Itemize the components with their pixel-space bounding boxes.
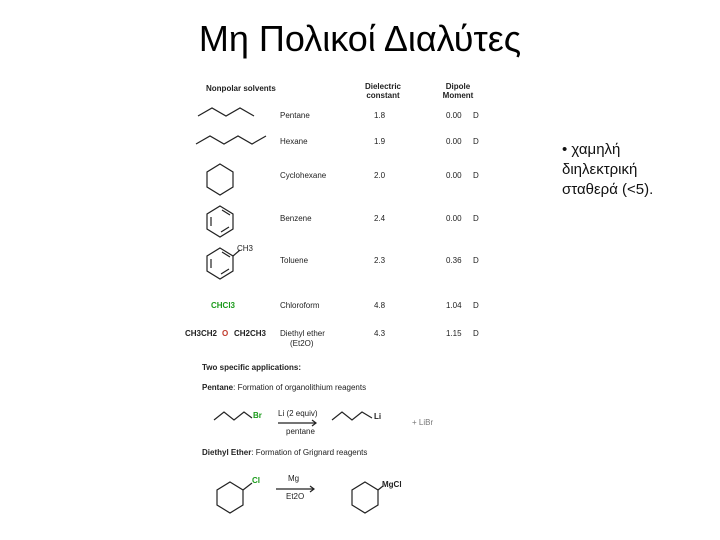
dipole-value: 0.00 <box>446 171 462 180</box>
ether-application-label: Diethyl Ether <box>202 448 252 457</box>
rxn2-product: MgCl <box>382 480 402 489</box>
dielectric-value: 1.8 <box>374 111 386 120</box>
dielectric-value: 4.8 <box>374 301 386 310</box>
dipole-unit: D <box>473 137 479 146</box>
solvent-name-abbrev: (Et2O) <box>290 339 314 348</box>
rxn2-solvent: Et2O <box>286 492 305 501</box>
dielectric-value: 1.9 <box>374 137 386 146</box>
hexane-structure <box>196 136 266 144</box>
rxn1-byproduct: + LiBr <box>412 418 434 427</box>
rxn1-solvent: pentane <box>286 427 315 436</box>
solvent-name: Chloroform <box>280 301 320 310</box>
bromobutane-structure <box>214 412 252 420</box>
dipole-value: 0.00 <box>446 111 462 120</box>
butyllithium-structure <box>332 412 372 420</box>
dipole-value: 1.04 <box>446 301 462 310</box>
dielectric-value: 2.4 <box>374 214 386 223</box>
cyclohexane-structure <box>207 164 233 195</box>
pentane-application-text: : Formation of organolithium reagents <box>233 383 367 392</box>
dipole-unit: D <box>473 256 479 265</box>
bullet-line-1: • χαμηλή <box>562 141 621 158</box>
ether-application-text: : Formation of Grignard reagents <box>251 448 368 457</box>
rxn1-lithium: Li <box>374 412 382 421</box>
dipole-value: 0.00 <box>446 214 462 223</box>
dielectric-header-1: Dielectric <box>364 82 402 91</box>
dipole-unit: D <box>473 214 479 223</box>
bullet-text <box>562 140 712 200</box>
pentane-structure <box>198 108 254 116</box>
applications-heading: Two specific applications: <box>202 363 301 372</box>
solvent-name: Diethyl ether <box>280 329 325 338</box>
ether-right-group: CH2CH3 <box>234 329 267 338</box>
dielectric-header-2: constant <box>366 91 400 100</box>
dipole-value: 0.00 <box>446 137 462 146</box>
chloroform-formula: CHCl3 <box>211 301 236 310</box>
solvent-name: Pentane <box>280 111 310 120</box>
pentane-application <box>202 383 366 392</box>
pentane-application-label: Pentane <box>202 383 234 392</box>
rxn1-bromine: Br <box>253 411 262 420</box>
rxn1-reagent: Li (2 equiv) <box>278 409 318 418</box>
solvent-figure <box>178 78 508 533</box>
bullet-line-2: διηλεκτρική <box>562 161 638 178</box>
cyclohexylmagnesium-structure <box>352 482 378 513</box>
slide-title: Μη Πολικοί Διαλύτες <box>198 18 522 59</box>
dielectric-value: 2.0 <box>374 171 386 180</box>
ether-left-group: CH3CH2 <box>185 329 218 338</box>
solvent-name: Hexane <box>280 137 308 146</box>
dipole-unit: D <box>473 171 479 180</box>
dielectric-value: 2.3 <box>374 256 386 265</box>
dielectric-value: 4.3 <box>374 329 386 338</box>
dipole-unit: D <box>473 329 479 338</box>
dipole-unit: D <box>473 301 479 310</box>
ether-application <box>202 448 367 457</box>
bullet-line-3: σταθερά (<5). <box>562 181 654 198</box>
rxn2-reagent: Mg <box>288 474 300 483</box>
solvent-name: Cyclohexane <box>280 171 327 180</box>
dipole-header-1: Dipole <box>445 82 471 91</box>
solvent-name: Benzene <box>280 214 312 223</box>
chlorocyclohexane-structure <box>217 482 243 513</box>
ether-oxygen: O <box>222 329 229 338</box>
dipole-value: 1.15 <box>446 329 462 338</box>
dipole-unit: D <box>473 111 479 120</box>
solvent-name: Toluene <box>280 256 309 265</box>
section-heading: Nonpolar solvents <box>206 84 276 93</box>
rxn2-chlorine: Cl <box>252 476 260 485</box>
dipole-value: 0.36 <box>446 256 462 265</box>
toluene-ch3-label: CH3 <box>237 244 254 253</box>
dipole-header-2: Moment <box>442 91 474 100</box>
